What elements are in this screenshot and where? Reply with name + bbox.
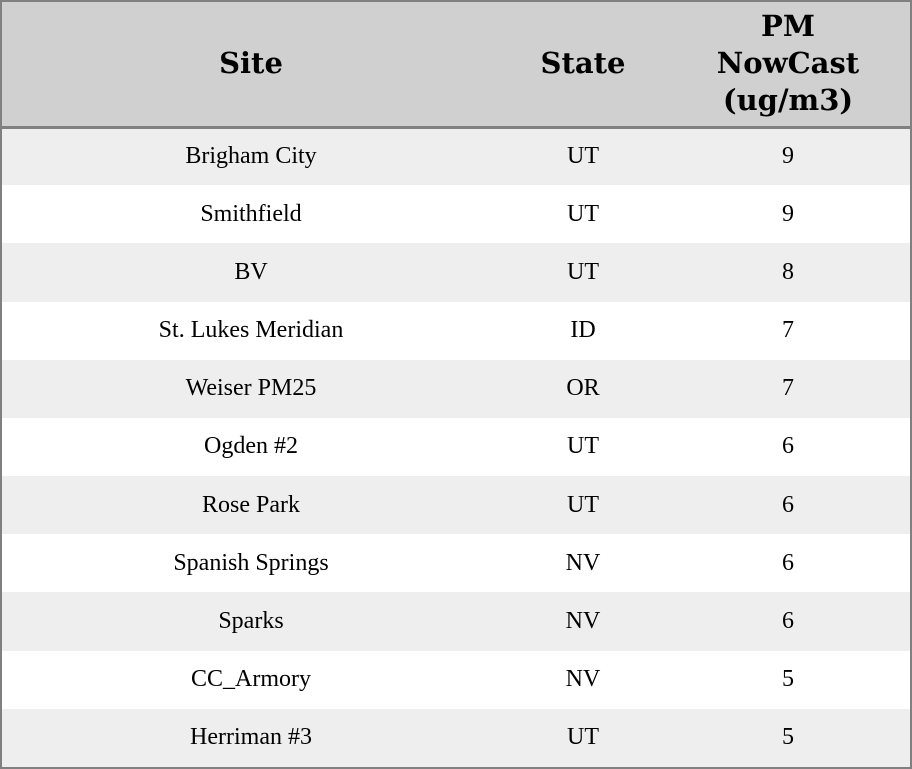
cell-site: Smithfield	[200, 200, 302, 227]
cell-state: NV	[565, 607, 601, 634]
cell-state: ID	[570, 317, 596, 344]
cell-site: Rose Park	[202, 491, 300, 518]
cell-state: NV	[565, 549, 601, 576]
cell-state: NV	[565, 666, 601, 693]
cell-pm-nowcast: 6	[782, 491, 794, 518]
cell-site: St. Lukes Meridian	[158, 317, 344, 344]
cell-site: CC_Armory	[191, 666, 311, 693]
cell-site: Sparks	[218, 607, 284, 634]
col-header-pm-nowcast	[666, 2, 910, 127]
cell-site: Weiser PM25	[185, 375, 317, 402]
table-row	[2, 476, 910, 534]
table-body	[2, 127, 910, 767]
table-row	[2, 534, 910, 592]
cell-pm-nowcast: 8	[782, 258, 794, 285]
cell-state: UT	[567, 200, 599, 227]
cell-pm-nowcast: 5	[782, 724, 794, 751]
cell-site: Spanish Springs	[173, 549, 329, 576]
cell-pm-nowcast: 7	[782, 375, 794, 402]
table-row	[2, 709, 910, 767]
cell-state: UT	[567, 143, 599, 170]
table-row	[2, 127, 910, 185]
cell-pm-nowcast: 6	[782, 433, 794, 460]
cell-pm-nowcast: 5	[782, 666, 794, 693]
table-row	[2, 592, 910, 650]
table-header	[2, 2, 910, 127]
header-row	[2, 2, 910, 127]
table-row	[2, 651, 910, 709]
table-row	[2, 243, 910, 301]
col-header-site-label: Site	[219, 46, 283, 81]
cell-pm-nowcast: 9	[782, 200, 794, 227]
col-header-site	[2, 2, 500, 127]
cell-pm-nowcast: 6	[782, 607, 794, 634]
table-row	[2, 360, 910, 418]
cell-state: UT	[567, 724, 599, 751]
col-header-pm-nowcast-label: PM NowCast (ug/m3)	[716, 9, 860, 118]
cell-pm-nowcast: 7	[782, 317, 794, 344]
cell-site: Herriman #3	[190, 724, 312, 751]
table-row	[2, 185, 910, 243]
cell-state: UT	[567, 433, 599, 460]
table-row	[2, 302, 910, 360]
cell-state: OR	[566, 375, 600, 402]
col-header-state	[500, 2, 666, 127]
cell-state: UT	[567, 258, 599, 285]
cell-site: Ogden #2	[204, 433, 298, 460]
cell-site: BV	[234, 258, 268, 285]
table-row	[2, 418, 910, 476]
col-header-state-label: State	[540, 46, 626, 81]
cell-state: UT	[567, 491, 599, 518]
cell-site: Brigham City	[185, 143, 317, 170]
cell-pm-nowcast: 9	[782, 143, 794, 170]
pm-nowcast-table	[2, 2, 910, 767]
cell-pm-nowcast: 6	[782, 549, 794, 576]
